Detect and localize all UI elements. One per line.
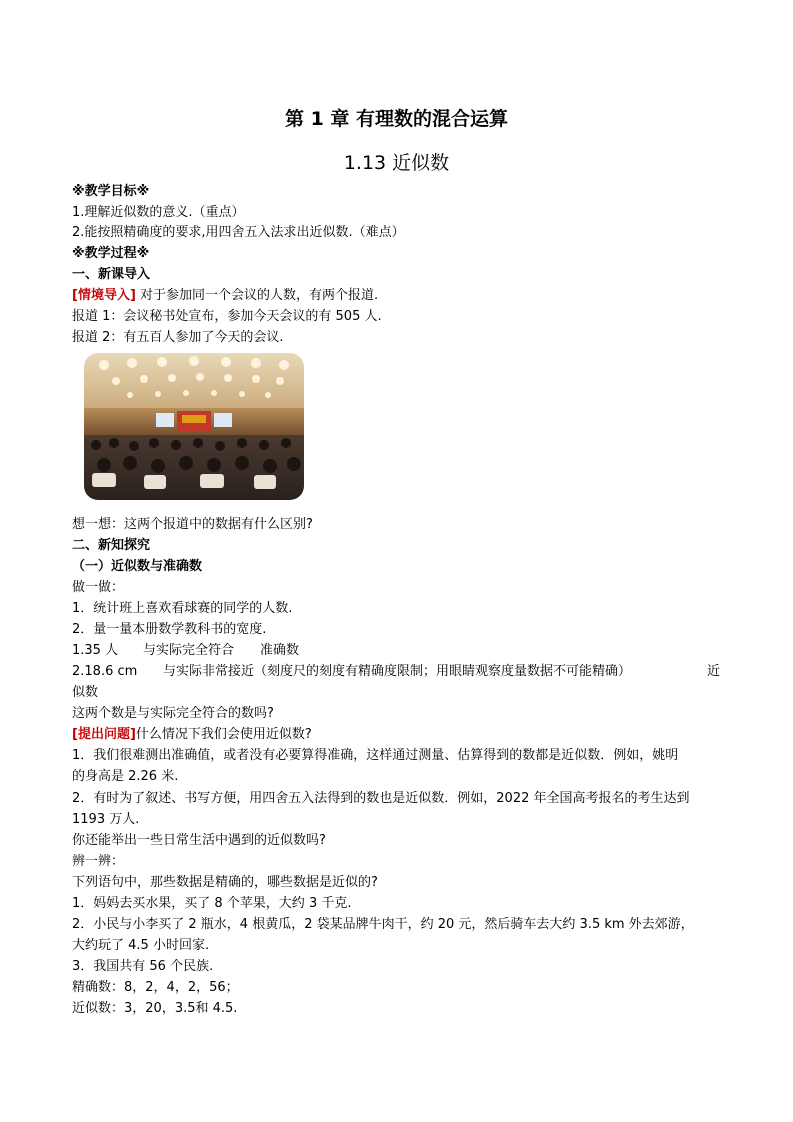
scenario-tag: [情境导入] xyxy=(72,288,136,303)
part-1-header: 一、新课导入 xyxy=(72,267,151,282)
more-examples: 你还能举出一些日常生活中遇到的近似数吗? xyxy=(72,833,326,848)
case-2-line-a: 2．有时为了叙述、书写方便，用四舍五入法得到的数也是近似数．例如，2022 年全国高考报名的考生达到 xyxy=(72,791,690,806)
conference-hall-photo xyxy=(84,353,304,500)
section-title: 1.13 近似数 xyxy=(343,152,450,174)
case-1-line-a: 1．我们很难测出准确值，或者没有必要算得准确，这样通过测量、估算得到的数都是近似数．例如，姚明 xyxy=(72,748,679,763)
goal-1: 1.理解近似数的意义.（重点） xyxy=(72,205,245,220)
item-2-line-a: 2．小民与小李买了 2 瓶水，4 根黄瓜，2 袋某品牌牛肉干，约 20 元，然后骑车去大约 3.5 km 外去郊游， xyxy=(72,917,694,932)
ask-text: 什么情况下我们会使用近似数? xyxy=(135,727,312,742)
answer-2-value: 2.18.6 cm xyxy=(72,664,138,679)
answer-1-value: 1.35 人 xyxy=(72,643,119,658)
report-1: 报道 1：会议秘书处宣布，参加今天会议的有 505 人. xyxy=(72,309,382,324)
task-1: 1．统计班上喜欢看球赛的同学的人数. xyxy=(72,601,293,616)
scenario-text: 对于参加同一个会议的人数，有两个报道. xyxy=(140,288,379,303)
task-2: 2．量一量本册数学教科书的宽度. xyxy=(72,622,267,637)
distinguish-question: 下列语句中，那些数据是精确的，哪些数据是近似的? xyxy=(72,875,378,890)
answer-1-type: 准确数 xyxy=(260,643,300,658)
sub-1-header: （一）近似数与准确数 xyxy=(72,559,203,574)
process-header: ※教学过程※ xyxy=(72,246,150,261)
case-1-line-b: 的身高是 2.26 米. xyxy=(72,769,179,784)
report-2: 报道 2：有五百人参加了今天的会议. xyxy=(72,330,284,345)
approx-answer: 近似数：3，20，3.5和 4.5. xyxy=(72,1001,238,1016)
answer-1-row xyxy=(72,642,118,660)
item-3: 3．我国共有 56 个民族. xyxy=(72,959,214,974)
ask-tag: [提出问题] xyxy=(72,727,136,742)
answer-1-description: 与实际完全符合 xyxy=(143,643,235,658)
do-it-label: 做一做： xyxy=(72,580,125,595)
exact-answer: 精确数：8，2，4，2，56； xyxy=(72,980,239,995)
answer-2-type-b: 似数 xyxy=(72,685,99,700)
ask-paragraph xyxy=(72,726,312,744)
item-1: 1．妈妈去买水果，买了 8 个苹果，大约 3 千克. xyxy=(72,896,352,911)
goals-header: ※教学目标※ xyxy=(72,184,150,199)
answer-2-type-a: 近 xyxy=(707,664,721,679)
answer-2-description: 与实际非常接近（刻度尺的刻度有精确度限制；用眼睛观察度量数据不可能精确） xyxy=(163,664,632,679)
part-2-header: 二、新知探究 xyxy=(72,538,151,553)
goal-2: 2.能按照精确度的要求,用四舍五入法求出近似数.（难点） xyxy=(72,225,405,240)
scenario-paragraph xyxy=(72,287,378,305)
think-question: 想一想：这两个报道中的数据有什么区别? xyxy=(72,517,313,532)
chapter-title: 第 1 章 有理数的混合运算 xyxy=(284,108,509,130)
exact-question: 这两个数是与实际完全符合的数吗? xyxy=(72,706,274,721)
item-2-line-b: 大约玩了 4.5 小时回家. xyxy=(72,938,210,953)
case-2-line-b: 1193 万人. xyxy=(72,812,140,827)
distinguish-label: 辨一辨： xyxy=(72,854,125,869)
